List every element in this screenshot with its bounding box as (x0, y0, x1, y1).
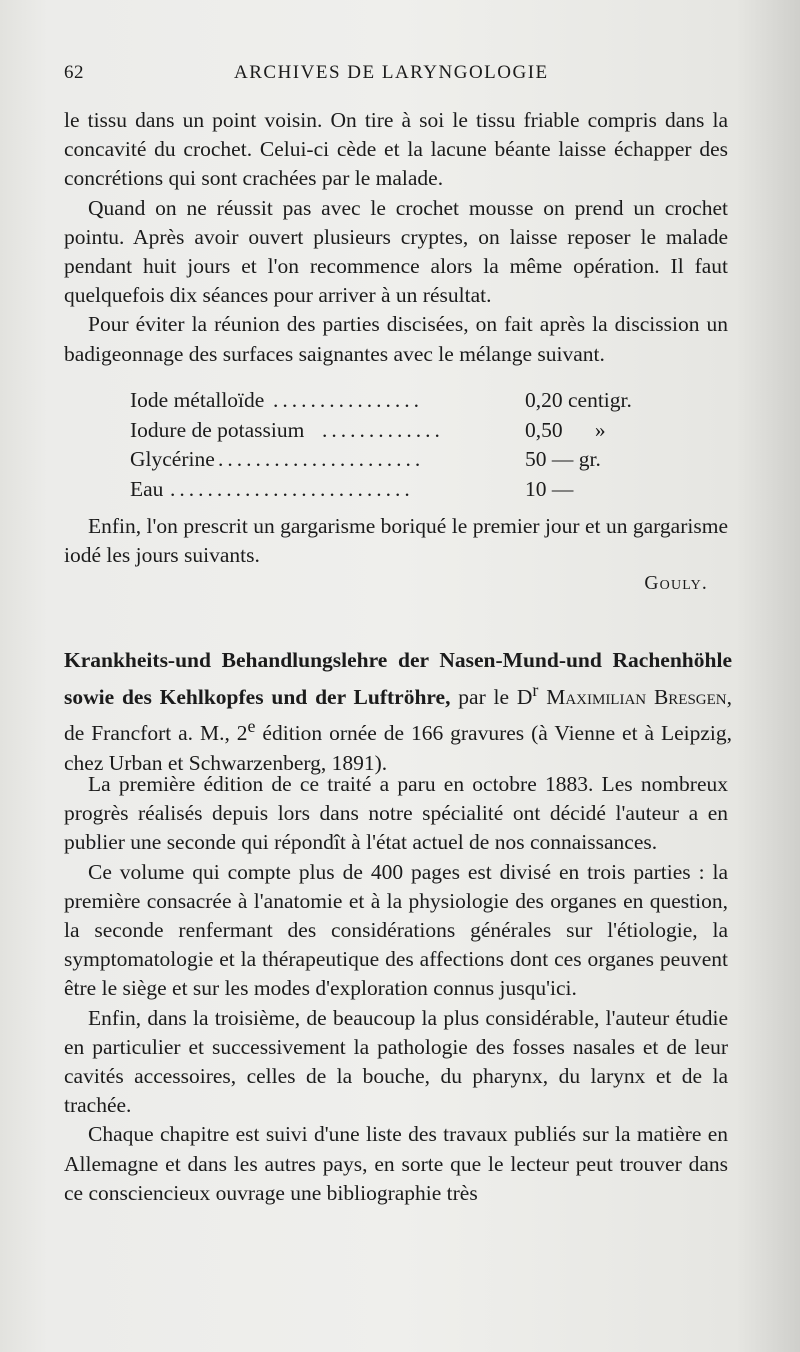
paragraph-crochet: Quand on ne réussit pas avec le crochet mousse on prend un crochet pointu. Après avoir ouvert plusieurs cryptes, on laisse reposer le malade pendant huit jours et l'on recommence alors la même opération. Il faut quelquefois dix séances pour arriver à un résultat. (64, 195, 728, 308)
book-review-heading (64, 646, 732, 778)
paragraph-gargarisme: Enfin, l'on prescrit un gargarisme boriqué le premier jour et un gargarisme iodé les jours suivants. (64, 514, 728, 568)
paragraph-third-part: Enfin, dans la troisième, de beaucoup la plus considérable, l'auteur étudie en particulier et successivement la pathologie des fosses nasales et de leur cavités accessoires, celles de la bouche, du pharynx, du larynx et de la trachée. (64, 1005, 728, 1118)
paragraph-badigeonnage: Pour éviter la réunion des parties discisées, on fait après la discission un badigeonnage des surfaces saignantes avec le mélange suivant. (64, 312, 728, 366)
page-number: 62 (64, 62, 84, 83)
dr-superscript: r (532, 679, 539, 700)
recipe-quantity: 0,20 centigr. (525, 388, 632, 412)
running-title: ARCHIVES DE LARYNGOLOGIE (234, 62, 549, 83)
leader-dots: ...................... (218, 447, 425, 471)
author-signature: Gouly. (644, 573, 708, 594)
leader-dots: ................ (273, 388, 423, 412)
leader-dots: ............. (322, 417, 444, 442)
recipe-row (130, 475, 730, 505)
recipe-row (130, 386, 730, 416)
running-header (64, 62, 744, 92)
gargarisme-text-block (64, 512, 728, 570)
recipe-ingredient: Glycérine (130, 447, 215, 471)
recipe-row (130, 416, 730, 446)
review-par: par le D (450, 684, 533, 709)
recipe-ingredient: Eau (130, 476, 164, 501)
recipe-ingredient: Iode métalloïde (130, 388, 265, 412)
book-details-end: édition ornée de 166 gravures (à Vienne et à Leipzig, chez Urban et Schwarzenberg, 1891). (64, 721, 733, 775)
recipe-row (130, 445, 730, 475)
book-title: Krankheits-und Behandlungslehre der Nasen-Mund-und Rachenhöhle sowie des Kehlkopfes und der Luftröhre, (64, 648, 732, 709)
recipe-quantity: 10 — (525, 476, 574, 501)
paragraph-continuation: le tissu dans un point voisin. On tire à soi le tissu friable compris dans la concavité du crochet. Celui-ci cède et la lacune béante laisse échapper des concrétions qui sont crachées par le malade. (64, 108, 728, 191)
paragraph-volume: Ce volume qui compte plus de 400 pages est divisé en trois parties : la première consacrée à l'anatomie et à la physiologie des organes en question, la seconde renfermant des considérations générales sur l'étiologie, la symptomatologie et la thérapeutique des affections dont ces organes peuvent être le siège et sur les modes d'exploration connus jusqu'ici. (64, 859, 728, 1001)
recipe-list (130, 386, 730, 504)
leader-dots: .......................... (170, 476, 414, 501)
edition-superscript: e (247, 716, 256, 737)
opening-text-block (64, 106, 728, 369)
paragraph-chapters: Chaque chapitre est suivi d'une liste des travaux publiés sur la matière en Allemagne et dans les autres pays, en sorte que le lecteur peut trouver dans ce consciencieux ouvrage une bibliographie très (64, 1122, 728, 1205)
review-text-block (64, 770, 728, 1208)
book-author: Maximilian Bresgen (538, 684, 727, 709)
recipe-quantity: 50 — gr. (525, 447, 601, 471)
recipe-quantity: 0,50 » (525, 417, 606, 442)
recipe-ingredient: Iodure de potassium (130, 417, 305, 442)
paragraph-first-edition: La première édition de ce traité a paru en octobre 1883. Les nombreux progrès réalisés depuis lors dans notre spécialité ont décidé l'auteur a en publier une seconde qui répondît à l'état actuel de nos connaissances. (64, 772, 728, 855)
book-details-start: , de Francfort a. M., 2 (64, 684, 732, 746)
